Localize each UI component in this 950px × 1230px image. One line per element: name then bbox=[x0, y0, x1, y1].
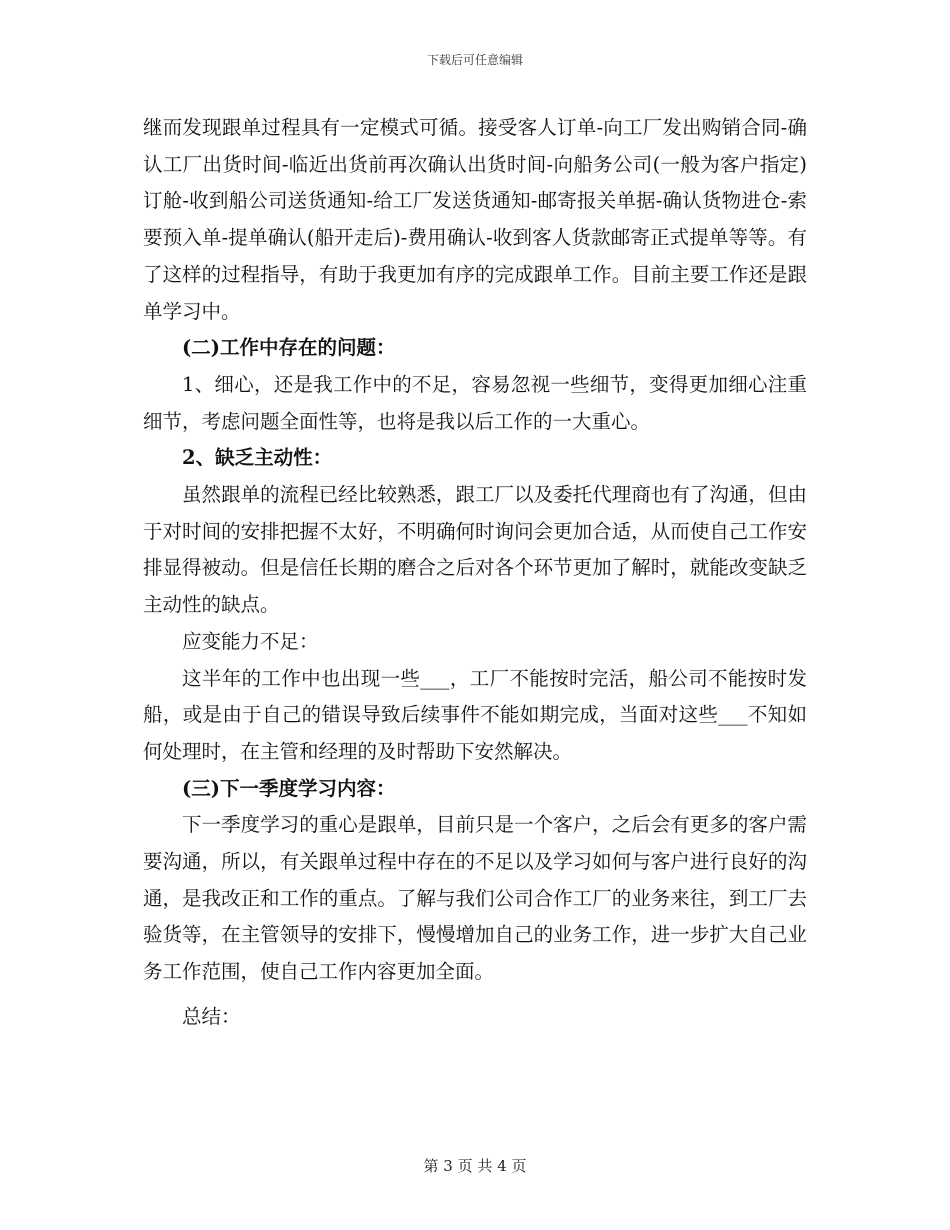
paragraph-initiative: 虽然跟单的流程已经比较熟悉，跟工厂以及委托代理商也有了沟通，但由于对时间的安排把握不太好，不明确何时询问会更加合适，从而使自己工作安排显得被动。但是信任长期的磨合之后对各个环节更加了解时，就能改变缺乏主动性的缺点。 bbox=[143, 483, 807, 617]
subheading-adaptability: 应变能力不足： bbox=[182, 629, 319, 653]
summary-label: 总结： bbox=[182, 1004, 241, 1028]
subheading-initiative: 2、缺乏主动性： bbox=[182, 446, 333, 470]
paragraph-process: 继而发现跟单过程具有一定模式可循。接受客人订单-向工厂发出购销合同-确认工厂出货时间-临近出货前再次确认出货时间-向船务公司(一般为客户指定)订舱-收到船公司送货通知-给工厂发送货通知-邮寄报关单据-确认货物进仓-索要预入单-提单确认(船开走后)-费用确认-收到客人货款邮寄正式提单等等。有了这样的过程指导，有助于我更加有序的完成跟单工作。目前主要工作还是跟单学习中。 bbox=[143, 116, 807, 323]
section-heading-problems: (二)工作中存在的问题： bbox=[182, 336, 396, 360]
paragraph-carefulness: 1、细心，还是我工作中的不足，容易忽视一些细节，变得更加细心注重细节，考虑问题全面性等，也将是我以后工作的一大重心。 bbox=[143, 372, 807, 433]
section-heading-next-quarter: (三)下一季度学习内容： bbox=[182, 776, 396, 800]
page-header: 下载后可任意编辑 bbox=[426, 53, 523, 67]
paragraph-adaptability: 这半年的工作中也出现一些___，工厂不能按时完活，船公司不能按时发船，或是由于自己的错误导致后续事件不能如期完成，当面对这些___不知如何处理时，在主管和经理的及时帮助下安然解决。 bbox=[143, 666, 807, 763]
document-body bbox=[143, 110, 807, 1036]
page-footer: 第 3 页 共 4 页 bbox=[423, 1157, 527, 1175]
paragraph-next-quarter: 下一季度学习的重心是跟单，目前只是一个客户，之后会有更多的客户需要沟通，所以，有关跟单过程中存在的不足以及学习如何与客户进行良好的沟通，是我改正和工作的重点。了解与我们公司合作工厂的业务来往，到工厂去验货等，在主管领导的安排下，慢慢增加自己的业务工作，进一步扩大自己业务工作范围，使自己工作内容更加全面。 bbox=[143, 813, 807, 984]
